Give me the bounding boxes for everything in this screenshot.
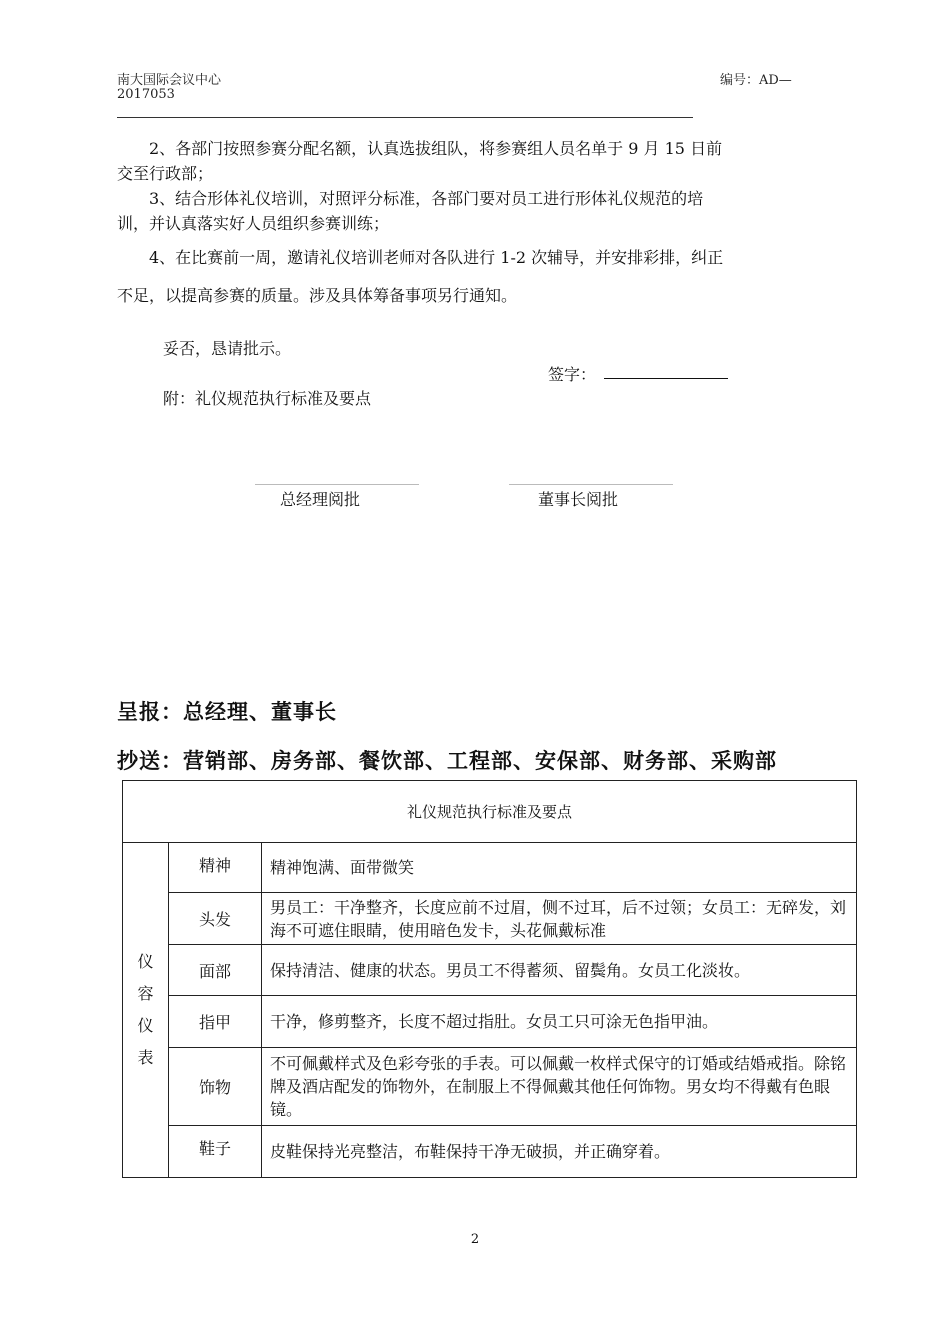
item-label-shoes: 鞋子 [169,1126,262,1178]
document-number-label: 编号：AD— [720,73,792,88]
item-3-line-1: 3、结合形体礼仪培训，对照评分标准，各部门要对员工进行形体礼仪规范的培 [149,189,704,208]
header-divider [117,117,693,118]
page-number: 2 [470,1232,480,1247]
table-title: 礼仪规范执行标准及要点 [123,781,857,843]
item-label-hair: 头发 [169,893,262,945]
item-2-line-1: 2、各部门按照参赛分配名额，认真选拔组队，将参赛组人员名单于 9 月 15 日前 [149,139,723,158]
signature-line [604,378,728,379]
item-3-line-2: 训，并认真落实好人员组织参赛训练； [117,214,390,233]
category-char: 表 [137,1048,154,1067]
signature-label: 签字： [548,365,597,384]
organization-name: 南大国际会议中心 [117,73,222,88]
category-char: 容 [137,984,154,1003]
item-label-spirit: 精神 [169,843,262,893]
item-2-line-2: 交至行政部； [117,164,214,183]
item-4-line-2: 不足，以提高参赛的质量。涉及具体筹备事项另行通知。 [117,286,518,305]
item-desc-spirit: 精神饱满、面带微笑 [262,843,857,893]
etiquette-standards-table [122,780,857,1178]
gm-approval-label: 总经理阅批 [280,490,361,509]
cc-to-line: 抄送：营销部、房务部、餐饮部、工程部、安保部、财务部、采购部 [117,749,777,773]
item-label-nails: 指甲 [169,996,262,1048]
item-desc-accessories: 不可佩戴样式及色彩夸张的手表。可以佩戴一枚样式保守的订婚或结婚戒指。除铭牌及酒店配发的饰物外，在制服上不得佩戴其他任何饰物。男女均不得戴有色眼镜。 [262,1048,857,1126]
item-desc-nails: 干净，修剪整齐，长度不超过指肚。女员工只可涂无色指甲油。 [262,996,857,1048]
category-cell [123,843,169,1178]
document-number-value: 2017053 [117,87,175,102]
chairman-approval-label: 董事长阅批 [538,490,619,509]
attachment-note: 附：礼仪规范执行标准及要点 [163,389,372,408]
item-label-accessories: 饰物 [169,1048,262,1126]
item-desc-hair: 男员工：干净整齐，长度应前不过眉，侧不过耳，后不过领；女员工：无碎发，刘海不可遮住眼睛，使用暗色发卡，头花佩戴标准 [262,893,857,945]
category-char: 仪 [137,1016,154,1035]
item-desc-shoes: 皮鞋保持光亮整洁，布鞋保持干净无破损，并正确穿着。 [262,1126,857,1178]
gm-approval-line [255,484,419,485]
item-4-line-1: 4、在比赛前一周，邀请礼仪培训老师对各队进行 1-2 次辅导，并安排彩排，纠正 [149,248,724,267]
submit-to-line: 呈报：总经理、董事长 [117,700,337,724]
item-desc-face: 保持清洁、健康的状态。男员工不得蓄须、留鬓角。女员工化淡妆。 [262,945,857,996]
category-char: 仪 [137,952,154,971]
item-label-face: 面部 [169,945,262,996]
chairman-approval-line [509,484,673,485]
request-text: 妥否，恳请批示。 [163,339,292,358]
